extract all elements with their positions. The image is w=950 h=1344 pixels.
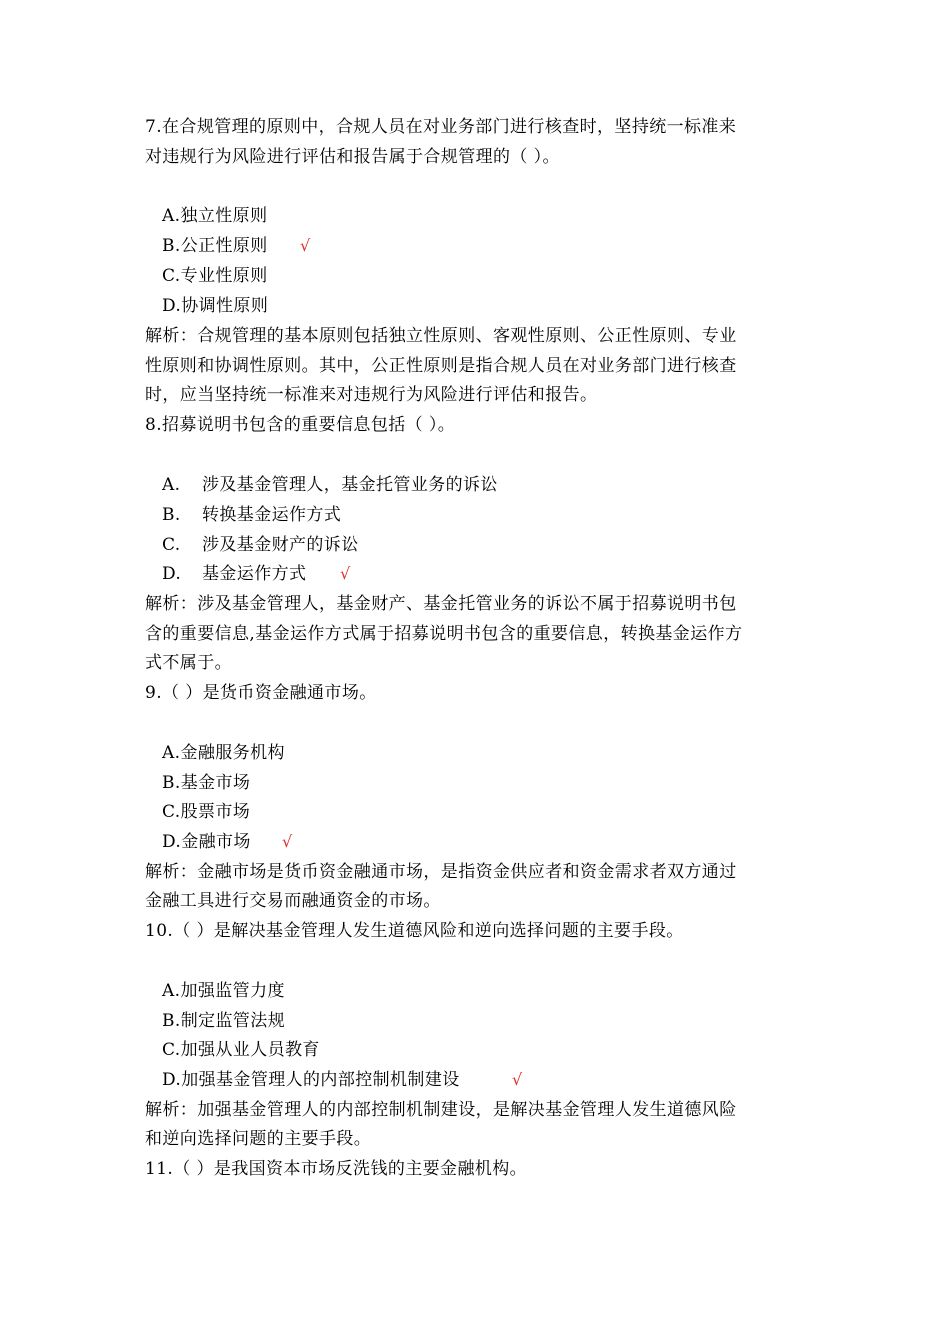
question-8-analysis-line-3: 式不属于。 <box>145 653 232 673</box>
option-letter: A. <box>162 743 181 763</box>
option-letter: A. <box>162 206 181 226</box>
question-7-option-a <box>162 206 267 226</box>
option-letter: C. <box>162 535 181 555</box>
correct-check-icon: √ <box>300 236 311 255</box>
option-text: 公正性原则 <box>180 236 268 256</box>
option-letter: C. <box>162 802 181 822</box>
option-letter: B. <box>162 1011 181 1031</box>
option-text: 基金运作方式 <box>202 564 307 584</box>
question-8-option-c <box>162 535 359 555</box>
question-10-stem: 10.（ ）是解决基金管理人发生道德风险和逆向选择问题的主要手段。 <box>145 921 684 941</box>
option-text: 独立性原则 <box>180 206 268 226</box>
option-letter: D. <box>162 832 182 852</box>
question-8-option-d <box>162 564 351 584</box>
option-text: 转换基金运作方式 <box>202 505 342 525</box>
option-letter: C. <box>162 1040 181 1060</box>
question-9-analysis-line-1: 解析：金融市场是货币资金融通市场，是指资金供应者和资金需求者双方通过 <box>145 862 737 882</box>
option-letter: C. <box>162 266 181 286</box>
question-10-option-c <box>162 1040 320 1060</box>
question-10-option-a <box>162 981 285 1001</box>
option-text: 金融市场 <box>181 832 251 852</box>
question-9-analysis-line-2: 金融工具进行交易而融通资金的市场。 <box>145 891 441 911</box>
option-text: 股票市场 <box>180 802 251 822</box>
option-letter: D. <box>162 564 182 584</box>
correct-check-icon: √ <box>512 1070 523 1089</box>
question-7-stem-line-1: 7.在合规管理的原则中，合规人员在对业务部门进行核查时，坚持统一标准来 <box>145 117 737 137</box>
option-letter: B. <box>162 505 181 525</box>
option-text: 金融服务机构 <box>180 743 285 763</box>
question-8-option-a <box>162 475 498 495</box>
question-10-option-d <box>162 1070 523 1090</box>
option-letter: A. <box>162 981 181 1001</box>
question-7-analysis-line-2: 性原则和协调性原则。其中，公正性原则是指合规人员在对业务部门进行核查 <box>145 356 737 376</box>
question-8-option-b <box>162 505 341 525</box>
correct-check-icon: √ <box>282 832 293 851</box>
question-11-stem: 11.（ ）是我国资本市场反洗钱的主要金融机构。 <box>145 1159 528 1179</box>
question-8-analysis-line-2: 含的重要信息,基金运作方式属于招募说明书包含的重要信息，转换基金运作方 <box>145 624 743 644</box>
question-7-option-c <box>162 266 268 286</box>
option-letter: B. <box>162 236 181 256</box>
question-7-analysis-line-3: 时，应当坚持统一标准来对违规行为风险进行评估和报告。 <box>145 385 598 405</box>
option-text: 加强基金管理人的内部控制机制建设 <box>181 1070 460 1090</box>
option-text: 加强监管力度 <box>180 981 285 1001</box>
correct-check-icon: √ <box>340 564 351 583</box>
option-text: 基金市场 <box>180 773 251 793</box>
question-7-analysis-line-1: 解析：合规管理的基本原则包括独立性原则、客观性原则、公正性原则、专业 <box>145 326 737 346</box>
question-9-option-b <box>162 773 250 793</box>
question-10-analysis-line-2: 和逆向选择问题的主要手段。 <box>145 1129 372 1149</box>
question-7-stem-line-2: 对违规行为风险进行评估和报告属于合规管理的（ ）。 <box>145 147 560 167</box>
question-9-option-c <box>162 802 250 822</box>
question-8-stem: 8.招募说明书包含的重要信息包括（ ）。 <box>145 415 456 435</box>
question-7-option-d <box>162 296 268 316</box>
option-text: 制定监管法规 <box>180 1011 286 1031</box>
option-letter: D. <box>162 1070 182 1090</box>
question-10-option-b <box>162 1011 285 1031</box>
option-text: 协调性原则 <box>181 296 269 316</box>
question-9-stem: 9.（ ）是货币资金融通市场。 <box>145 683 377 703</box>
option-letter: D. <box>162 296 182 316</box>
option-letter: A. <box>162 475 181 495</box>
question-8-analysis-line-1: 解析：涉及基金管理人，基金财产、基金托管业务的诉讼不属于招募说明书包 <box>145 594 737 614</box>
question-10-analysis-line-1: 解析：加强基金管理人的内部控制机制建设，是解决基金管理人发生道德风险 <box>145 1100 737 1120</box>
option-text: 加强从业人员教育 <box>180 1040 320 1060</box>
option-text: 涉及基金财产的诉讼 <box>202 535 359 555</box>
question-9-option-a <box>162 743 285 763</box>
question-9-option-d <box>162 832 293 852</box>
option-letter: B. <box>162 773 181 793</box>
option-text: 专业性原则 <box>180 266 268 286</box>
option-text: 涉及基金管理人，基金托管业务的诉讼 <box>202 475 498 495</box>
question-7-option-b <box>162 236 311 256</box>
